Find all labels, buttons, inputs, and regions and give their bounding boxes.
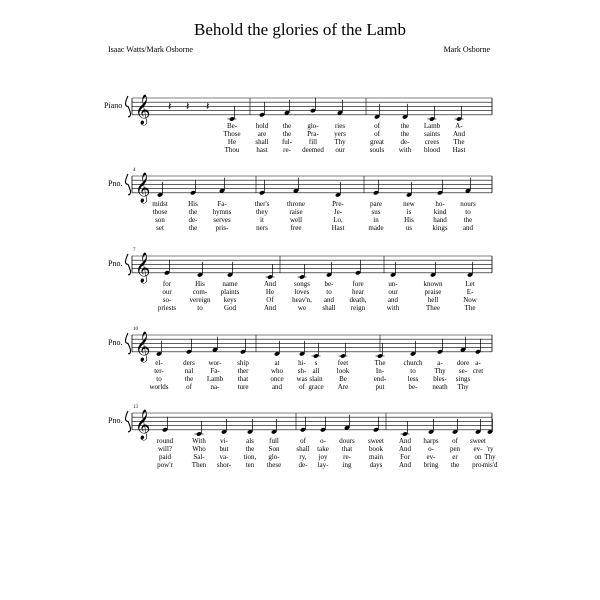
- lyric-syllable: a-: [437, 358, 443, 367]
- lyric-syllable: hymns: [212, 207, 232, 216]
- lyric-syllable: the: [400, 129, 410, 138]
- lyric-syllable: that: [237, 374, 249, 383]
- lyric-syllable: it: [260, 215, 264, 224]
- lyric-syllable: wor-: [208, 358, 222, 367]
- treble-clef-icon: 𝄞: [135, 94, 151, 125]
- lyric-syllable: de-: [298, 460, 308, 469]
- lyric-syllable: hast: [256, 145, 268, 154]
- lyric-syllable: they: [255, 207, 269, 216]
- lyric-syllable: sweet: [470, 436, 486, 445]
- lyric-syllable: those: [152, 207, 168, 216]
- lyric-syllable: His: [404, 215, 414, 224]
- lyric-syllable: of: [374, 121, 380, 130]
- lyric-syllable: all: [312, 366, 320, 375]
- lyric-syllable: o-: [428, 444, 434, 453]
- lyric-syllable: saints: [424, 129, 440, 138]
- lyric-syllable: paid: [158, 452, 172, 461]
- lyric-syllable: Let: [465, 279, 475, 288]
- lyric-syllable: er: [452, 452, 458, 461]
- lyric-syllable: ev-: [473, 444, 483, 453]
- lyric-syllable: o-: [320, 436, 326, 445]
- lyric-syllable: shall: [255, 137, 269, 146]
- lyric-syllable: vi-: [220, 436, 228, 445]
- lyric-syllable: throne: [287, 199, 305, 208]
- lyric-syllable: priests: [157, 303, 177, 312]
- lyric-syllable: re-: [343, 452, 351, 461]
- lyric-syllable: kings: [432, 223, 448, 232]
- lyric-syllable: to: [410, 366, 416, 375]
- lyric-syllable: ship: [237, 358, 249, 367]
- quarter-rest-icon: 𝄽: [206, 100, 210, 113]
- lyric-syllable: Thy: [484, 452, 496, 461]
- lyric-syllable: com-: [192, 287, 208, 296]
- lyric-syllable: fore: [352, 279, 364, 288]
- lyric-syllable: to: [156, 374, 162, 383]
- lyric-syllable: yers: [334, 129, 346, 138]
- lyric-syllable: And: [263, 303, 277, 312]
- lyric-syllable: E-: [466, 287, 474, 296]
- treble-clef-icon: 𝄞: [135, 172, 151, 203]
- lyric-syllable: harps: [423, 436, 439, 445]
- lyric-syllable: less: [407, 374, 419, 383]
- lyric-syllable: was: [296, 374, 308, 383]
- lyric-syllable: Who: [192, 444, 206, 453]
- song-title: Behold the glories of the Lamb: [194, 20, 406, 39]
- lyric-syllable: Thy: [434, 366, 446, 375]
- lyric-syllable: feet: [337, 358, 349, 367]
- lyric-syllable: hold: [255, 121, 269, 130]
- lyric-syllable: neath: [432, 382, 448, 391]
- lyric-syllable: in: [373, 215, 379, 224]
- lyric-syllable: joy: [318, 452, 328, 461]
- lyric-syllable: ners: [256, 223, 268, 232]
- lyricist-credit: Isaac Watts/Mark Osborne: [108, 45, 193, 54]
- lyric-syllable: Lamb: [423, 121, 441, 130]
- lyric-syllable: and: [323, 295, 335, 304]
- lyric-syllable: Lo,: [333, 215, 343, 224]
- lyric-syllable: round: [156, 436, 174, 445]
- lyric-syllable: hell: [427, 295, 439, 304]
- lyric-syllable: dore: [456, 358, 470, 367]
- lyric-syllable: Then: [191, 460, 207, 469]
- lyric-syllable: great: [370, 137, 384, 146]
- lyric-syllable: His: [195, 279, 205, 288]
- lyric-syllable: un-: [388, 279, 398, 288]
- lyric-syllable: keys: [223, 295, 237, 304]
- measure-number: 4: [133, 168, 136, 173]
- lyric-syllable: our: [335, 145, 345, 154]
- lyric-syllable: but: [219, 444, 229, 453]
- instrument-label: Pno.: [108, 416, 123, 425]
- instrument-label: Piano: [104, 101, 123, 110]
- brace: [126, 174, 131, 195]
- lyric-syllable: glo-: [268, 452, 280, 461]
- composer-credit: Mark Osborne: [443, 45, 490, 54]
- lyric-syllable: ten: [245, 460, 255, 469]
- lyric-syllable: Be-: [226, 121, 238, 130]
- lyric-syllable: va-: [219, 452, 229, 461]
- lyric-syllable: days: [369, 460, 383, 469]
- lyric-syllable: For: [400, 452, 410, 461]
- lyric-syllable: ter-: [154, 366, 164, 375]
- lyric-syllable: the: [450, 460, 460, 469]
- lyric-syllable: God: [223, 303, 237, 312]
- lyric-syllable: ther's: [254, 199, 270, 208]
- lyric-syllable: son: [155, 215, 165, 224]
- lyric-syllable: slain: [309, 374, 323, 383]
- lyric-syllable: The: [453, 137, 465, 146]
- lyric-syllable: Fa-: [217, 199, 227, 208]
- lyric-syllable: be-: [324, 279, 334, 288]
- lyric-syllable: so-: [162, 295, 172, 304]
- lyric-syllable: nal: [184, 366, 194, 375]
- lyric-syllable: ev-: [426, 452, 436, 461]
- lyric-syllable: main: [369, 452, 383, 461]
- lyric-syllable: sh-: [297, 366, 307, 375]
- lyric-syllable: ful-: [281, 137, 293, 146]
- lyric-syllable: Hast: [452, 145, 466, 154]
- treble-clef-icon: 𝄞: [135, 331, 151, 362]
- lyric-syllable: of: [299, 382, 305, 391]
- quarter-rest-icon: 𝄽: [168, 100, 172, 113]
- lyric-syllable: Fa-: [210, 366, 220, 375]
- lyric-syllable: ries: [334, 121, 346, 130]
- quarter-rest-icon: 𝄽: [186, 100, 190, 113]
- lyric-syllable: se-: [458, 366, 468, 375]
- lyric-syllable: the: [245, 444, 255, 453]
- lyric-syllable: hi-: [298, 358, 306, 367]
- lyric-syllable: Be: [339, 374, 347, 383]
- lyric-syllable: look: [336, 366, 350, 375]
- lyric-syllable: pro-: [472, 460, 484, 469]
- lyric-syllable: a-: [475, 358, 481, 367]
- lyric-syllable: and: [387, 295, 399, 304]
- lyric-syllable: take: [317, 444, 329, 453]
- lyric-syllable: lay-: [317, 460, 329, 469]
- lyric-syllable: Of: [266, 295, 274, 304]
- lyric-syllable: Thy: [457, 382, 469, 391]
- lyric-syllable: church: [403, 358, 423, 367]
- lyric-syllable: Now: [463, 295, 477, 304]
- lyric-syllable: the: [400, 121, 410, 130]
- lyric-syllable: Pre-: [332, 199, 344, 208]
- lyric-syllable: Pra-: [307, 129, 319, 138]
- lyric-syllable: made: [368, 223, 384, 232]
- lyric-syllable: Je-: [333, 207, 343, 216]
- lyric-syllable: plaints: [220, 287, 240, 296]
- lyric-syllable: loves: [294, 287, 310, 296]
- instrument-label: Pno.: [108, 179, 123, 188]
- lyric-syllable: And: [398, 436, 412, 445]
- lyric-syllable: vereign: [189, 295, 211, 304]
- lyric-syllable: blood: [424, 145, 440, 154]
- lyric-syllable: praise: [424, 287, 442, 296]
- lyric-syllable: hear: [351, 287, 365, 296]
- lyric-syllable: His: [188, 199, 198, 208]
- treble-clef-icon: 𝄞: [135, 252, 151, 283]
- brace: [126, 411, 131, 432]
- lyric-syllable: set: [156, 223, 164, 232]
- lyric-syllable: crees: [424, 137, 440, 146]
- lyric-syllable: pris-: [215, 223, 229, 232]
- lyric-syllable: of: [186, 382, 192, 391]
- treble-clef-icon: 𝄞: [135, 409, 151, 440]
- lyric-syllable: And: [398, 444, 412, 453]
- lyric-syllable: these: [266, 460, 282, 469]
- lyric-syllable: we: [297, 303, 307, 312]
- lyric-syllable: with: [386, 303, 400, 312]
- lyric-syllable: ther: [237, 366, 249, 375]
- lyric-syllable: ry,: [299, 452, 307, 461]
- lyric-syllable: the: [463, 215, 473, 224]
- lyric-syllable: 'ry: [486, 444, 494, 453]
- lyric-syllable: shor-: [216, 460, 232, 469]
- lyric-syllable: reign: [350, 303, 366, 312]
- lyric-syllable: dours: [339, 436, 355, 445]
- lyric-syllable: the: [184, 374, 194, 383]
- lyric-syllable: will?: [158, 444, 172, 453]
- lyric-syllable: bring: [423, 460, 439, 469]
- lyric-syllable: us: [405, 223, 413, 232]
- lyric-syllable: Hast: [331, 223, 345, 232]
- lyric-syllable: ders: [183, 358, 195, 367]
- lyric-syllable: book: [369, 444, 383, 453]
- lyric-syllable: known: [423, 279, 443, 288]
- lyric-syllable: sus: [371, 207, 381, 216]
- lyric-syllable: And: [263, 279, 277, 288]
- lyric-syllable: well: [289, 215, 303, 224]
- lyric-syllable: death,: [349, 295, 367, 304]
- lyric-syllable: na-: [210, 382, 220, 391]
- lyric-syllable: re-: [283, 145, 291, 154]
- lyric-syllable: And: [398, 460, 412, 469]
- lyric-syllable: mis'd: [482, 460, 498, 469]
- measure-number: 13: [133, 405, 138, 410]
- lyric-syllable: shall: [296, 444, 310, 453]
- lyric-syllable: name: [222, 279, 238, 288]
- lyric-syllable: end-: [373, 374, 387, 383]
- lyric-syllable: with: [398, 145, 412, 154]
- lyric-syllable: our: [162, 287, 172, 296]
- lyric-syllable: serves: [213, 215, 231, 224]
- lyric-syllable: hand: [433, 215, 447, 224]
- lyric-syllable: In-: [375, 366, 385, 375]
- lyric-syllable: deemed: [302, 145, 324, 154]
- lyric-syllable: pow'r: [157, 460, 173, 469]
- lyric-syllable: pare: [369, 199, 383, 208]
- lyric-syllable: of: [452, 436, 458, 445]
- lyric-syllable: of: [374, 129, 380, 138]
- lyric-syllable: nours: [460, 199, 476, 208]
- lyric-syllable: that: [341, 444, 353, 453]
- lyric-syllable: worlds: [149, 382, 169, 391]
- lyric-syllable: glo-: [307, 121, 319, 130]
- lyric-syllable: to: [465, 207, 471, 216]
- measure-number: 10: [133, 327, 138, 332]
- brace: [126, 333, 131, 354]
- lyric-syllable: the: [188, 207, 198, 216]
- lyric-syllable: the: [188, 223, 198, 232]
- lyric-syllable: Thy: [334, 137, 346, 146]
- lyric-syllable: The: [464, 303, 476, 312]
- instrument-label: Pno.: [108, 259, 123, 268]
- lyric-syllable: The: [374, 358, 386, 367]
- lyric-syllable: el-: [155, 358, 163, 367]
- lyric-syllable: on: [474, 452, 482, 461]
- lyric-syllable: songs: [294, 279, 310, 288]
- lyric-syllable: pen: [449, 444, 461, 453]
- lyric-syllable: new: [403, 199, 415, 208]
- lyric-syllable: the: [282, 121, 292, 130]
- lyric-syllable: Son: [268, 444, 280, 453]
- brace: [126, 254, 131, 275]
- lyric-syllable: s: [314, 358, 318, 367]
- lyric-syllable: sings: [455, 374, 471, 383]
- lyric-syllable: With: [192, 436, 206, 445]
- lyric-syllable: He: [265, 287, 275, 296]
- lyric-syllable: shall: [322, 303, 336, 312]
- lyric-syllable: de-: [188, 215, 198, 224]
- lyric-syllable: of: [300, 436, 306, 445]
- lyric-syllable: He: [227, 137, 237, 146]
- lyric-syllable: at: [274, 358, 280, 367]
- lyric-syllable: Sal-: [193, 452, 205, 461]
- lyric-syllable: And: [452, 129, 466, 138]
- lyric-syllable: tion,: [243, 452, 257, 461]
- lyric-syllable: are: [257, 129, 267, 138]
- lyric-syllable: our: [388, 287, 398, 296]
- lyric-syllable: raise: [289, 207, 303, 216]
- lyric-syllable: is: [406, 207, 412, 216]
- lyric-syllable: Are: [337, 382, 349, 391]
- lyric-syllable: and: [462, 223, 474, 232]
- instrument-label: Pno.: [108, 338, 123, 347]
- lyric-syllable: to: [197, 303, 203, 312]
- lyric-syllable: and: [271, 382, 283, 391]
- lyric-syllable: ture: [237, 382, 249, 391]
- lyric-syllable: de-: [400, 137, 410, 146]
- brace: [126, 96, 131, 117]
- lyric-syllable: full: [269, 436, 279, 445]
- lyric-syllable: als: [246, 436, 254, 445]
- lyric-syllable: sweet: [368, 436, 384, 445]
- lyric-syllable: free: [290, 223, 302, 232]
- lyric-syllable: for: [162, 279, 172, 288]
- lyric-syllable: A-: [455, 121, 463, 130]
- lyric-syllable: grace: [308, 382, 324, 391]
- lyric-syllable: Lamb: [206, 374, 224, 383]
- lyric-syllable: the: [282, 129, 292, 138]
- lyric-syllable: to: [326, 287, 332, 296]
- lyric-syllable: heav'n,: [292, 295, 312, 304]
- lyric-syllable: Thee: [426, 303, 440, 312]
- lyric-syllable: put: [375, 382, 385, 391]
- lyric-syllable: bles-: [433, 374, 447, 383]
- lyric-syllable: midst: [152, 199, 168, 208]
- lyric-syllable: ing: [342, 460, 352, 469]
- lyric-syllable: Thou: [224, 145, 240, 154]
- lyric-syllable: fill: [308, 137, 318, 146]
- lyric-syllable: once: [270, 374, 284, 383]
- lyric-syllable: who: [270, 366, 284, 375]
- lyric-syllable: kind: [433, 207, 447, 216]
- lyric-syllable: cret: [472, 366, 484, 375]
- lyric-syllable: be-: [408, 382, 418, 391]
- lyric-syllable: Those: [223, 129, 241, 138]
- measure-number: 7: [133, 248, 136, 253]
- lyric-syllable: souls: [369, 145, 385, 154]
- lyric-syllable: ho-: [435, 199, 445, 208]
